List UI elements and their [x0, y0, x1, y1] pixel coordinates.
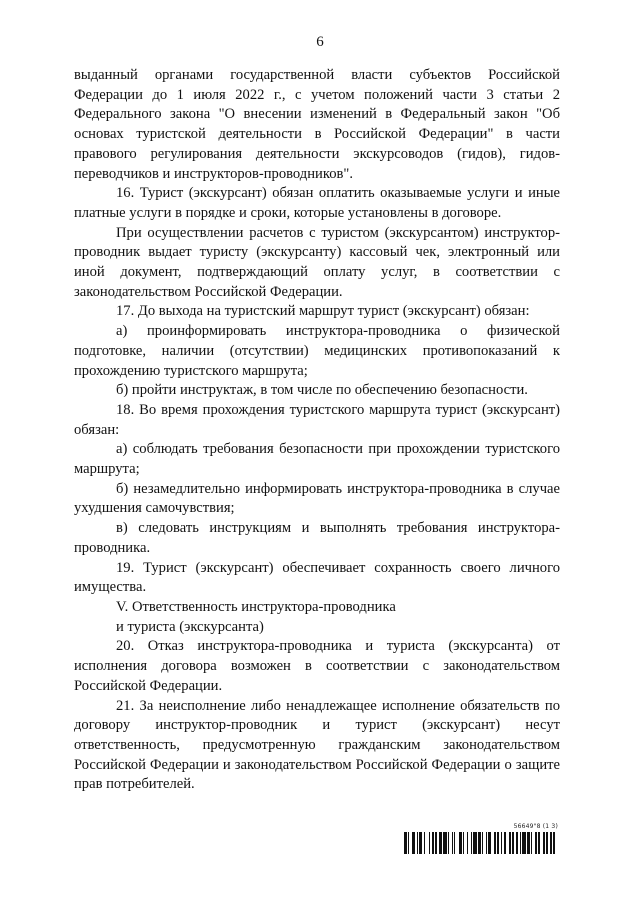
paragraph-21: 21. За неисполнение либо ненадлежащее исполнение обязательств по договору инструктор-проводник и турист (экскурсант) несут ответственность, предусмотренную гражданским законодательством Российской Федерации и законодательством Российской Федерации о защите прав потребителей. — [74, 697, 560, 793]
page-number: 6 — [316, 34, 324, 50]
paragraph-20: 20. Отказ инструктора-проводника и туриста (экскурсанта) от исполнения договора возможен в соответствии с законодательством Российской Федерации. — [74, 638, 560, 694]
paragraph-18c: в) следовать инструкциям и выполнять требования инструктора-проводника. — [74, 520, 560, 556]
document-body — [74, 66, 560, 795]
paragraph-17b: б) пройти инструктаж, в том числе по обеспечению безопасности. — [116, 382, 528, 399]
paragraph-16: 16. Турист (экскурсант) обязан оплатить оказываемые услуги и иные платные услуги в порядке и сроки, которые установлены в договоре. — [74, 185, 560, 221]
paragraph-17a: а) проинформировать инструктора-проводника о физической подготовке, наличии (отсутствии) медицинских противопоказаний к прохождению туристского маршрута; — [74, 323, 560, 379]
barcode-bar — [555, 832, 558, 854]
paragraph-18a: а) соблюдать требования безопасности при прохождении туристского маршрута; — [74, 441, 560, 478]
barcode-bars — [404, 832, 558, 854]
section-heading-line-1: V. Ответственность инструктора-проводника — [116, 598, 396, 615]
paragraph-18: 18. Во время прохождения туристского маршрута турист (экскурсант) обязан: — [74, 401, 560, 438]
paragraph-19: 19. Турист (экскурсант) обеспечивает сохранность своего личного имущества. — [74, 559, 560, 596]
paragraph-16-payment: При осуществлении расчетов с туристом (экскурсантом) инструктор-проводник выдает туристу (экскурсанту) кассовый чек, электронный или иной документ, подтверждающий оплату услуг, в соответствии с законодательством Российской Федерации. — [74, 224, 560, 300]
section-heading-line-2: и туриста (экскурсанта) — [116, 618, 264, 635]
document-barcode — [404, 823, 558, 855]
paragraph-18b: б) незамедлительно информировать инструктора-проводника в случае ухудшения самочувствия; — [74, 480, 560, 517]
paragraph-17: 17. До выхода на туристский маршрут турист (экскурсант) обязан: — [116, 303, 530, 320]
section-heading — [74, 598, 560, 637]
barcode-label: 56649"8 (1 3) — [513, 823, 558, 830]
paragraph-continuation: выданный органами государственной власти субъектов Российской Федерации до 1 июля 2022 г., с учетом положений части 3 статьи 2 Федерального закона "О внесении изменений в Федеральный закон "Об основах туристской деятельности в Российской Федерации" в части правового регулирования деятельности экскурсоводов (гидов), гидов-переводчиков и инструкторов-проводников". — [74, 67, 560, 182]
